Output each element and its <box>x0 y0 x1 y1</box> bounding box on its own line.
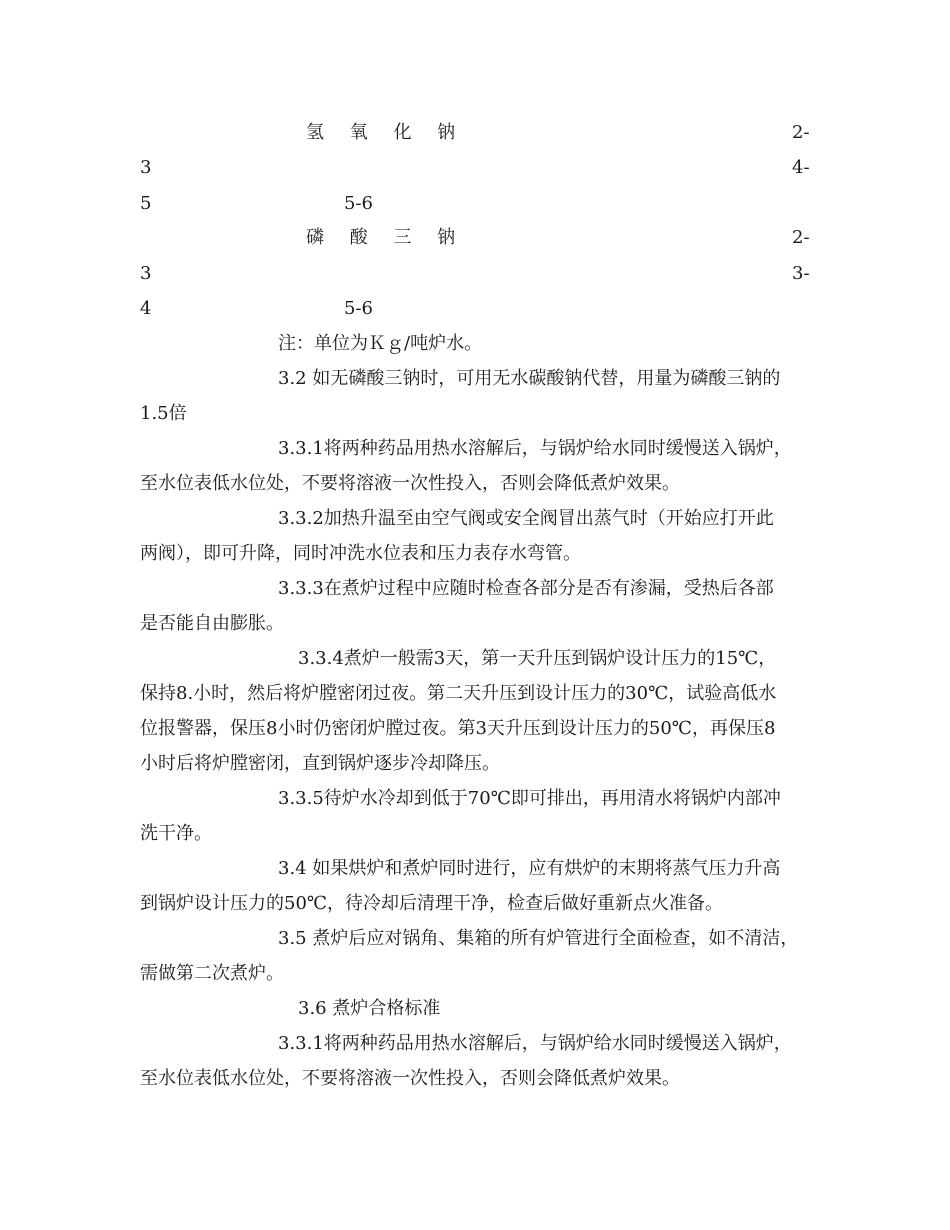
para-3-3-5-line1: 3.3.5待炉水冷却到低于70℃即可排出，再用清水将锅炉内部冲 <box>278 788 781 809</box>
para-3-3-5-line2: 洗干净。 <box>140 823 212 844</box>
para-3-2-line1: 3.2 如无磷酸三钠时，可用无水碳酸钠代替，用量为磷酸三钠的 <box>278 368 781 389</box>
para-3-3-4-line4: 小时后将炉膛密闭，直到锅炉逐步冷却降压。 <box>140 753 500 774</box>
table-row2-mid-c: 5-6 <box>344 298 373 319</box>
table-row1-right-b: 4- <box>792 157 810 178</box>
para-3-4-line2: 到锅炉设计压力的50℃，待冷却后清理干净，检查后做好重新点火准备。 <box>140 893 724 914</box>
table-row2-name: 磷 酸 三 钠 <box>306 227 466 248</box>
para-3-3-3-line2: 是否能自由膨胀。 <box>140 613 284 634</box>
para-3-3-1-repeat-line1: 3.3.1将两种药品用热水溶解后，与锅炉给水同时缓慢送入锅炉， <box>278 1033 792 1054</box>
table-row2-right-b: 3- <box>792 263 810 284</box>
table-row1-mid-c: 5-6 <box>344 193 373 214</box>
para-3-3-4-line1: 3.3.4煮炉一般需3天，第一天升压到锅炉设计压力的15℃， <box>298 648 777 669</box>
table-row1-left-c: 5 <box>140 193 152 214</box>
table-row1-left-b: 3 <box>140 157 152 178</box>
para-3-4-line1: 3.4 如果烘炉和煮炉同时进行，应有烘炉的末期将蒸气压力升高 <box>278 858 781 879</box>
para-3-3-1-line2: 至水位表低水位处，不要将溶液一次性投入，否则会降低煮炉效果。 <box>140 473 680 494</box>
para-3-3-4-line2: 保持8.小时，然后将炉膛密闭过夜。第二天升压到设计压力的30℃，试验高低水 <box>140 683 777 704</box>
para-3-5-line1: 3.5 煮炉后应对锅角、集箱的所有炉管进行全面检查，如不清洁， <box>278 928 799 949</box>
para-3-3-1-line1: 3.3.1将两种药品用热水溶解后，与锅炉给水同时缓慢送入锅炉， <box>278 438 792 459</box>
para-3-3-2-line2: 两阀），即可升降，同时冲洗水位表和压力表存水弯管。 <box>140 543 581 564</box>
table-row2-left-b: 3 <box>140 263 152 284</box>
para-3-2-line2: 1.5倍 <box>140 403 187 424</box>
unit-note: 注：单位为Ｋｇ/吨炉水。 <box>278 333 483 354</box>
table-row1-name: 氢 氧 化 钠 <box>306 122 466 143</box>
para-3-5-line2: 需做第二次煮炉。 <box>140 963 284 984</box>
para-3-3-2-line1: 3.3.2加热升温至由空气阀或安全阀冒出蒸气时（开始应打开此 <box>278 508 774 529</box>
para-3-3-1-repeat-line2: 至水位表低水位处，不要将溶液一次性投入，否则会降低煮炉效果。 <box>140 1068 680 1089</box>
para-3-6-heading: 3.6 煮炉合格标准 <box>298 998 441 1019</box>
table-row1-right-a: 2- <box>792 122 810 143</box>
table-row2-left-c: 4 <box>140 298 152 319</box>
table-row2-right-a: 2- <box>792 227 810 248</box>
para-3-3-4-line3: 位报警器，保压8小时仍密闭炉膛过夜。第3天升压到设计压力的50℃，再保压8 <box>140 718 776 739</box>
para-3-3-3-line1: 3.3.3在煮炉过程中应随时检查各部分是否有渗漏，受热后各部 <box>278 578 774 599</box>
